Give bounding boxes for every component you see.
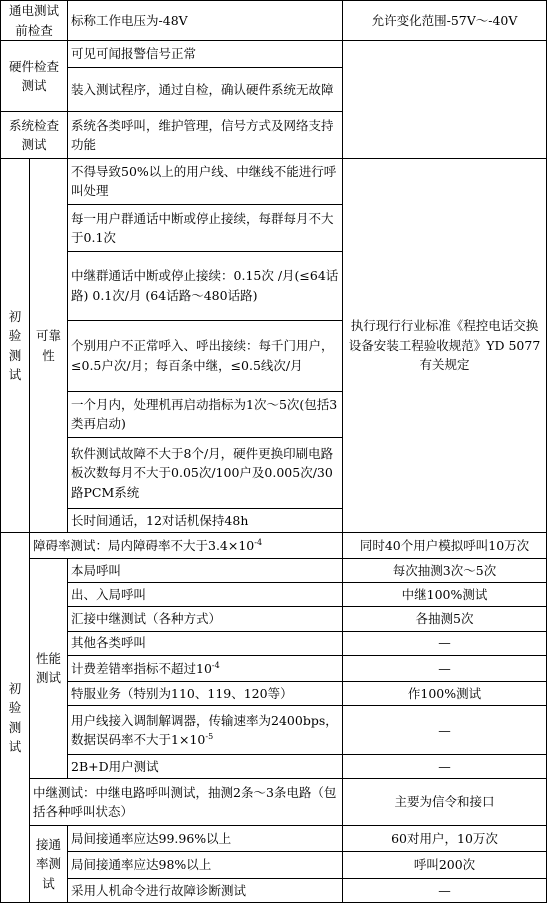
row-label-performance: 性能测试 xyxy=(30,558,68,779)
table-row xyxy=(1,852,547,878)
modem-exponent: -5 xyxy=(205,732,214,742)
cell-content: 装入测试程序，通过自检，确认硬件系统无故障 xyxy=(68,67,343,112)
cell-content: 每一用户群通话中断或停止接续，每群每月不大于0.1次 xyxy=(68,205,343,252)
cell-content: 本局呼叫 xyxy=(68,558,343,582)
table-row xyxy=(1,607,547,631)
cell-note: 各抽测5次 xyxy=(343,607,547,631)
table-row xyxy=(1,779,547,826)
cell-content xyxy=(68,706,343,755)
cell-note: 主要为信令和接口 xyxy=(343,779,547,826)
cell-note: — xyxy=(343,878,547,902)
table-row xyxy=(1,682,547,706)
cell-note: 呼叫200次 xyxy=(343,852,547,878)
cell-content: 局间接通率应达98%以上 xyxy=(68,852,343,878)
row-label-hardware-check: 硬件检查测试 xyxy=(1,41,68,112)
table-row xyxy=(1,878,547,902)
cell-content: 采用人机命令进行故障诊断测试 xyxy=(68,878,343,902)
table-row xyxy=(1,631,547,655)
table-row xyxy=(1,706,547,755)
cell-content: 标称工作电压为-48V xyxy=(68,1,343,41)
cell-note: 作100%测试 xyxy=(343,682,547,706)
table-row xyxy=(1,41,547,67)
table-row xyxy=(1,582,547,606)
modem-text: 用户线接入调制解调器，传输速率为2400bps，数据误码率不大于1×10 xyxy=(71,712,338,748)
cell-content: 出、入局呼叫 xyxy=(68,582,343,606)
cell-content: 汇接中继测试（各种方式） xyxy=(68,607,343,631)
row-label-connect-rate: 接通率测试 xyxy=(30,825,68,902)
row-label-initial-test: 初验测试 xyxy=(1,158,30,533)
cell-note: — xyxy=(343,755,547,779)
cell-content: 长时间通话，12对话机保持48h xyxy=(68,509,343,533)
row-label-acceptance-test: 初验测试 xyxy=(1,533,30,903)
cell-content: 特服业务（特别为110、119、120等） xyxy=(68,682,343,706)
row-label-system-check: 系统检查测试 xyxy=(1,112,68,159)
cell-content: 一个月内，处理机再启动指标为1次～5次(包括3类再启动) xyxy=(68,391,343,438)
cell-note: — xyxy=(343,655,547,681)
cell-content-blocking xyxy=(30,533,343,558)
cell-content: 个别用户不正常呼入、呼出接续：每千门用户，≤0.5户次/月；每百条中继，≤0.5线次/月 xyxy=(68,320,343,391)
cell-content: 2B+D用户测试 xyxy=(68,755,343,779)
cell-content: 系统各类呼叫，维护管理，信号方式及网络支持功能 xyxy=(68,112,343,159)
table-row xyxy=(1,755,547,779)
table-row xyxy=(1,1,547,41)
cell-content: 软件测试故障不大于8个/月，硬件更换印刷电路板次数每月不大于0.05次/100户及0.005次/30路PCM系统 xyxy=(68,438,343,509)
cell-note: 同时40个用户模拟呼叫10万次 xyxy=(343,533,547,558)
table-row xyxy=(1,558,547,582)
billing-exponent: -4 xyxy=(211,660,220,670)
cell-note: 中继100%测试 xyxy=(343,582,547,606)
table-row xyxy=(1,825,547,851)
cell-note: 60对用户，10万次 xyxy=(343,825,547,851)
blocking-exponent: -4 xyxy=(254,537,263,547)
cell-note: 每次抽测3次～5次 xyxy=(343,558,547,582)
cell-note: — xyxy=(343,631,547,655)
table-row xyxy=(1,533,547,558)
table-row xyxy=(1,158,547,205)
cell-note: — xyxy=(343,706,547,755)
table-row xyxy=(1,655,547,681)
cell-content: 可见可闻报警信号正常 xyxy=(68,41,343,67)
cell-note-standard: 执行现行行业标准《程控电话交换设备安装工程验收规范》YD 5077有关规定 xyxy=(343,158,547,533)
row-label-power-check: 通电测试前检查 xyxy=(1,1,68,41)
cell-content-trunk: 中继测试：中继电路呼叫测试，抽测2条～3条电路（包括各种呼叫状态） xyxy=(30,779,343,826)
cell-content: 不得导致50%以上的用户线、中继线不能进行呼叫处理 xyxy=(68,158,343,205)
cell-note-empty xyxy=(343,41,547,158)
cell-content xyxy=(68,655,343,681)
cell-note: 允许变化范围-57V～-40V xyxy=(343,1,547,41)
cell-content: 其他各类呼叫 xyxy=(68,631,343,655)
cell-content: 中继群通话中断或停止接续：0.15次 /月(≤64话路) 0.1次/月 (64话路～480话路) xyxy=(68,251,343,320)
blocking-text: 障碍率测试：局内障碍率不大于3.4×10 xyxy=(33,537,255,553)
billing-text: 计费差错率指标不超过10 xyxy=(71,660,212,676)
cell-content: 局间接通率应达99.96%以上 xyxy=(68,825,343,851)
row-label-reliability: 可靠性 xyxy=(30,158,68,533)
